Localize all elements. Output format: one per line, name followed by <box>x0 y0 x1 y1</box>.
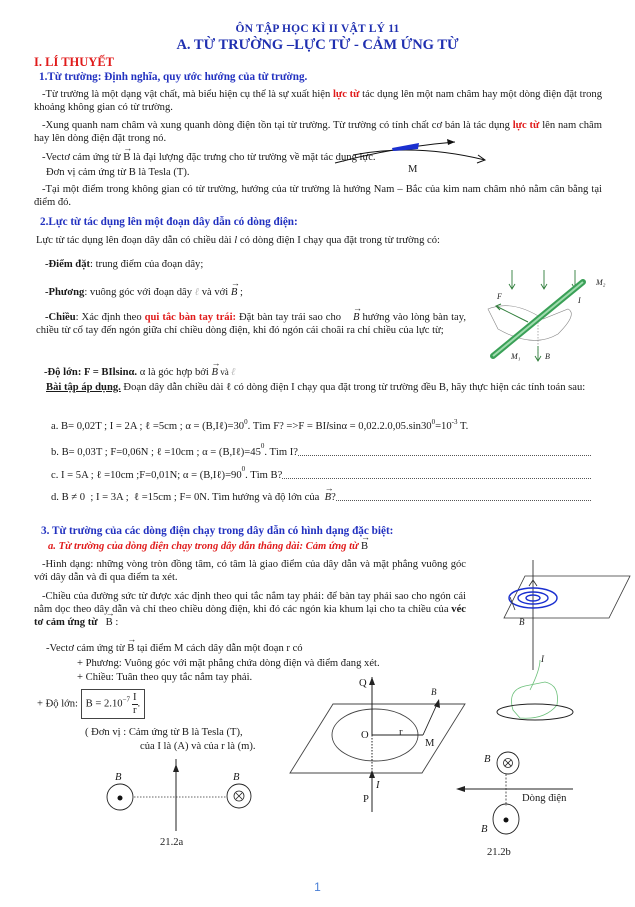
label-r: r <box>399 727 403 738</box>
text: : vuông góc với đoạn dây <box>84 287 195 298</box>
highlight-magnetic-force: lực từ <box>512 120 540 131</box>
field-line-tangent <box>335 142 455 163</box>
answer-blank[interactable] <box>298 446 591 456</box>
hand-fist-icon <box>512 682 558 718</box>
text: -Xung quanh nam châm và xung quanh dòng điện tồn tại từ trường. Từ trường có tính chất cơ bản là tác dụng <box>42 120 513 131</box>
text: Đoạn dây dẫn chiều dài ℓ có dòng điện I chạy qua đặt trong từ trường đều B, hãy thực hiện các tính toán sau: <box>120 382 586 393</box>
arrowhead-icon <box>447 139 455 145</box>
text: d. B ≠ 0 ; I = 3A ; ℓ =15cm ; F= 0N. Tìm hướng và độ lớn của <box>51 492 325 503</box>
text: α là góc hợp bởi <box>137 367 212 378</box>
text: Lực từ tác dụng lên đoạn dây dẫn có chiều dài <box>36 235 235 246</box>
vector-b-symbol: → B <box>98 616 113 629</box>
formula-exponent: −7 <box>122 695 131 704</box>
label-i: I <box>376 780 380 791</box>
text: =10 <box>435 421 452 432</box>
exercise-intro <box>34 381 602 394</box>
numerator: I <box>133 692 137 703</box>
answer-blank[interactable] <box>336 491 591 501</box>
text: và <box>217 367 231 377</box>
length-symbol: l <box>234 235 238 246</box>
label: -Chiều <box>45 312 76 323</box>
answer-blank[interactable] <box>282 469 591 479</box>
left-hand-rule-highlight: qui tắc bàn tay trái: <box>144 312 237 323</box>
label-o: O <box>361 730 369 741</box>
subsection-heading-magnetic-field: 1.Từ trường: Định nghĩa, quy ước hướng của từ trường. <box>39 71 308 83</box>
label-m: M <box>425 738 435 749</box>
superscript: 0 <box>431 418 436 426</box>
text: : <box>112 617 119 629</box>
hand-thumb-icon <box>530 660 540 690</box>
arrowhead-icon <box>434 699 440 708</box>
vector-b-symbol: → B <box>127 642 134 655</box>
b-vector-arrow <box>423 702 438 735</box>
point-m-label: M <box>408 164 418 175</box>
fig-hand-i-label: I <box>541 654 544 664</box>
conductor-rod-highlight <box>493 282 583 356</box>
fig-21-2b-b-bottom: B <box>481 824 488 835</box>
figure-21-2b <box>445 750 595 860</box>
arrowhead-icon <box>369 677 375 685</box>
vector-direction-line: + Phương: Vuông góc với mặt phẳng chứa dòng điện và điểm đang xét. <box>77 658 380 669</box>
arrowhead-icon <box>369 770 375 778</box>
text: lên nam châm hay lên dòng điện đặt trong nó. <box>34 120 602 145</box>
superscript: 0 <box>244 418 248 426</box>
fig-label-m1: M₁ <box>511 352 521 361</box>
plane-outline <box>504 576 630 618</box>
exercise-c <box>51 465 591 482</box>
formula-fraction <box>132 692 138 716</box>
vector-b-symbol: → B <box>361 540 368 553</box>
formula-lhs: B = 2.10 <box>85 698 123 710</box>
label-b: B <box>431 687 437 697</box>
unit-note-line2: của I là (A) và của r là (m). <box>140 741 256 752</box>
paragraph-force-intro <box>36 234 440 247</box>
section-heading-theory: I. LÍ THUYẾT <box>34 55 115 69</box>
force-direction-line <box>45 286 243 299</box>
unit-note-line1: ( Đơn vị : Cảm ứng từ B là Tesla (T), <box>85 727 243 738</box>
figure-21-2a <box>100 755 240 825</box>
vector-b-symbol: → B <box>123 151 130 164</box>
dot-out-icon <box>504 818 509 823</box>
text: . Tìm I? <box>264 447 299 458</box>
exercise-a <box>51 420 468 433</box>
field-arrows <box>509 270 578 289</box>
formula-box: $B = 2.10^{-7}$ $\frac{I}{r}$ . <box>81 689 146 719</box>
text: và với <box>199 287 231 298</box>
text: có dòng điện I chạy qua đặt trong từ trường có: <box>237 235 440 246</box>
text: T. <box>457 421 469 432</box>
fig-21-2b-current-label: Dòng điện <box>522 793 567 804</box>
label: + Độ lớn: <box>37 698 79 710</box>
paragraph-vector-at-m <box>46 642 303 655</box>
fig-21-2a-b-right: B <box>233 772 240 783</box>
paragraph-field-property <box>34 119 602 145</box>
concentric-field-figure <box>505 560 635 750</box>
vector-b-symbol: → B <box>325 491 331 504</box>
paragraph-field-shape: -Hình dạng: những vòng tròn đồng tâm, có tâm là giao điểm của dây dẫn và mặt phẳng vuông góc với dây dẫn và đi qua điểm ta xét. <box>34 559 466 584</box>
vector-b-symbol: → B <box>344 311 359 324</box>
fig-label-b: B <box>545 352 550 361</box>
text: . Tìm F? =>F = BI <box>247 421 327 432</box>
text: ? <box>331 492 336 503</box>
vector-sense-line: + Chiều: Tuân theo quy tắc nắm tay phải. <box>77 672 253 683</box>
text: hướng vào lòng bàn tay, chiều từ cổ tay đến ngón giữa chỉ chiều dòng điện, khi đó ngón cái choãi ra chỉ chiều của lực từ; <box>36 312 467 337</box>
text: -Vectơ cảm ứng từ <box>42 152 124 163</box>
document-title-line1: ÔN TẬP HỌC KÌ II VẬT LÝ 11 <box>235 23 400 35</box>
text: a. B= 0,02T ; I = 2A ; ℓ =5cm ; α = (B,Iℓ)=30 <box>51 421 245 432</box>
force-arrow <box>496 306 528 322</box>
exercise-label: Bài tập áp dụng. <box>46 382 121 393</box>
force-magnitude-line <box>44 366 235 379</box>
page-number: 1 <box>314 880 321 894</box>
label: -Phương <box>45 287 85 298</box>
text: tác dụng lên một nam châm hay một dòng điện đặt trong khoảng không gian có từ trường. <box>34 89 602 114</box>
force-sense-paragraph <box>36 311 466 337</box>
exercise-b <box>51 442 591 459</box>
fig-21-2b-caption: 21.2b <box>487 847 511 858</box>
text: -Chiều của đường sức từ được xác định theo qui tắc nắm tay phải: để bàn tay phải sao cho ngón cái nằm dọc theo dây dẫn và chỉ theo chiều dòng điện, khi đó các ngón kia khum lại cho ta chiều của <box>34 591 466 616</box>
text: ; <box>237 287 243 298</box>
paragraph-field-direction: -Tại một điểm trong không gian có từ trường, hướng của từ trường là hướng Nam – Bắc của kim nam châm nhỏ nằm cân bằng tại điểm đó. <box>34 184 602 209</box>
text: b. B= 0,03T ; F=0,06N ; ℓ =10cm ; α = (B,Iℓ)=45 <box>51 447 261 458</box>
denominator: r <box>133 704 137 716</box>
document-title-line2: A. TỪ TRƯỜNG –LỰC TỪ - CẢM ỨNG TỪ <box>176 37 459 53</box>
superscript: 0 <box>260 442 265 450</box>
plane-outline <box>290 704 465 773</box>
label: -Độ lớn: F = BIlsinα. <box>44 367 138 378</box>
length-symbol: ℓ <box>194 287 200 298</box>
superscript: 0 <box>241 465 246 473</box>
text: Đặt bàn tay trái sao cho <box>236 312 345 323</box>
field-line-curve <box>353 150 485 160</box>
text: : trung điểm của đoạn dây; <box>90 259 204 270</box>
arrowhead-icon <box>173 764 179 772</box>
subsection-heading-special-conductors: 3. Từ trường của các dòng điện chạy trong dây dẫn có hình dạng đặc biệt: <box>41 525 394 537</box>
text: tại điểm M cách dây dẫn một đoạn r có <box>134 643 303 654</box>
vector-b-symbol: → B <box>231 286 237 299</box>
force-application-point <box>45 258 203 271</box>
fig-21-2a-caption: 21.2a <box>160 837 184 848</box>
highlight-magnetic-force: lực từ <box>332 89 360 100</box>
length-symbol: l <box>326 421 330 432</box>
subheading-straight-wire <box>48 540 368 553</box>
exercise-d <box>51 491 591 504</box>
arrowhead-icon <box>456 786 465 792</box>
bold-text: véc tơ cảm ứng từ <box>34 604 466 629</box>
text: : Xác định theo <box>75 312 145 323</box>
text: . Tìm B? <box>245 470 283 481</box>
label-p: P <box>363 794 369 805</box>
label-q: Q <box>359 678 367 689</box>
superscript: -3 <box>451 418 458 426</box>
paragraph-tesla-unit: Đơn vị cảm ứng từ B là Tesla (T). <box>46 167 190 178</box>
fig-hand-b-label: B <box>519 617 525 627</box>
subsection-heading-force-on-wire: 2.Lực từ tác dụng lên một đoạn dây dẫn có dòng điện: <box>40 216 298 228</box>
label: -Điểm đặt <box>45 259 91 270</box>
paragraph-induction-vector <box>42 151 376 164</box>
dot-out-icon <box>118 796 123 801</box>
text: -Từ trường là một dạng vật chất, mà biểu hiện cụ thể là sự xuất hiện <box>42 89 333 100</box>
fig-label-i: I <box>578 296 581 305</box>
fig-21-2a-b-left: B <box>115 772 122 783</box>
vector-magnitude-line <box>37 689 145 719</box>
paragraph-field-definition <box>34 88 602 114</box>
text: a. Từ trường của dòng điện chạy trong dây dẫn thẳng dài: Cảm ứng từ <box>48 541 362 552</box>
fig-label-m2: M₂ <box>596 278 606 287</box>
text: c. I = 5A ; ℓ =10cm ;F=0,01N; α = (B,Iℓ)=90 <box>51 470 242 481</box>
text: là đại lượng đặc trưng cho từ trường về mặt tác dụng lực. <box>130 152 376 163</box>
paragraph-right-hand-rule <box>34 590 466 630</box>
text: -Vectơ cảm ứng từ <box>46 643 128 654</box>
text: sinα = 0,02.2.0,05.sin30 <box>329 421 432 432</box>
fig-label-f: F <box>497 292 502 301</box>
length-symbol: ℓ <box>230 367 236 378</box>
fig-21-2b-b-top: B <box>484 754 491 765</box>
vector-b-symbol: → B <box>211 366 217 379</box>
